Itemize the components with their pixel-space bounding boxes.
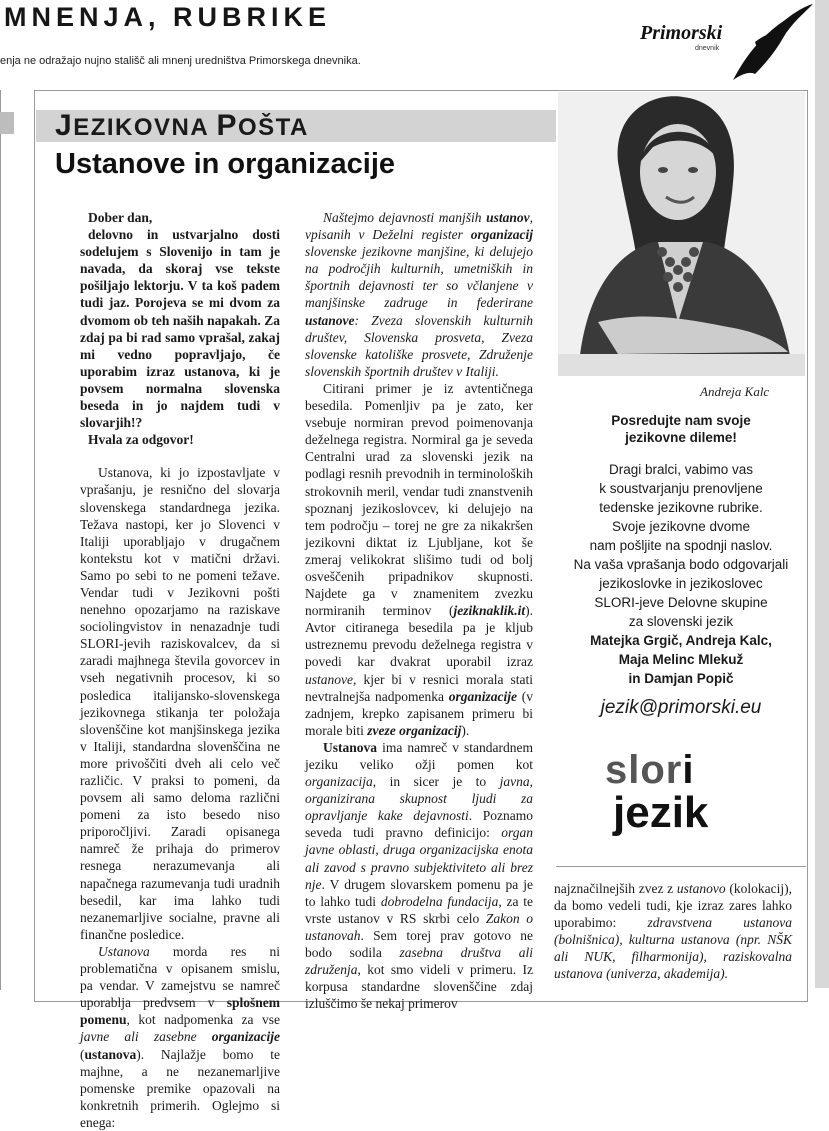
author-photo bbox=[558, 92, 805, 376]
info-title-line: Posredujte nam svoje bbox=[611, 413, 751, 428]
adjacent-column-band bbox=[0, 112, 14, 134]
answer-paragraph: Ustanova, ki jo izpostavljate v vprašanju, je resnično del slovarja slovenskega standardnega jezika. Težava nastopi, ker jo Slovenci v Italiji uporabljajo v drugačnem kontekstu kot v matični državi. Samo po sebi to ne pomeni težave. Vendar tudi v Jezikovni pošti nenehno opozarjamo na raziskave sociolingvistov in nenazadnje tudi SLORI-jevih raziskovalcev, da si zaradi majhnega števila govorcev in vseh negativnih procesov, ki so posledica italijansko-slovenskega jezikovnega stikanja ter položaja slovenščine kot manjšinskega jezika v Italiji, standardna slovenščina ne more privoščiti dveh ali celo več različic. V praksi to pomeni, da povsem ali samo deloma različni pomeni za isto besedo niso priporočljivi. Zaradi opisanega namreč že prihaja do primerov resnega nerazumevanja ali napačnega razumevanja tudi uradnih besedil, kar ima lahko tudi nezanemarljive socialne, pravne ali finančne posledice. bbox=[80, 465, 280, 942]
info-title bbox=[556, 412, 806, 446]
contact-email-link[interactable]: jezik@primorski.eu bbox=[600, 697, 762, 718]
info-title-line: jezikovne dileme! bbox=[625, 430, 737, 445]
question-body: delovno in ustvarjalno dosti sodelujem s Slovenijo in tam je navada, da skoraj vse tekste pošiljajo lektorju. V ta koš padem tudi jaz. Porojeva se mi dvom za dvomom ob teh naših napakah. Za zdaj pa bi rad samo vprašal, zakaj mi vedno popravljajo, če uporabim izraz ustanova, ki je povsem normalna slovenska beseda in jo najdem tudi v slovarjih!? bbox=[80, 227, 280, 431]
rubric-word-1: EZIKOVNA bbox=[73, 114, 209, 141]
section-title: MNENJA, RUBRIKE bbox=[4, 2, 332, 32]
disclaimer-text: enja ne odražajo nujno stališč ali mnenj uredništva Primorskega dnevnika. bbox=[0, 55, 361, 67]
article-column-1 bbox=[80, 209, 280, 1131]
example-quote: Naštejmo dejavnosti manjših ustanov, vpisanih v Deželni register organizacij slovenske jezikovne manjšine, ki delujejo na področjih kulturnih, umetniških in športnih dejavnosti ter so včlanjene v manjšinske zadruge in federirane ustanove: Zveza slovenskih kulturnih društev, Slovenska prosveta, Zveza slovenske katoliške prosvete, Združenje slovenskih športnih društev v Italiji. bbox=[305, 210, 533, 379]
article-column-2 bbox=[305, 209, 533, 1012]
answer-paragraph: najznačilnejših zvez z ustanovo (kolokacij), da bomo vedeli tudi, kje izraz zares lahko uporabimo: zdravstvena ustanova (bolnišnica), kulturna ustanova (npr. NŠK ali NUK, filharmonija), raziskovalna ustanova (univerza, akademija). bbox=[554, 881, 792, 982]
rubric-initial: J bbox=[55, 109, 74, 142]
article-headline: Ustanove in organizacije bbox=[55, 148, 396, 180]
answer-paragraph: Ustanova ima namreč v standardnem jeziku veliko ožji pomen kot organizacija, in sicer je to javna, organizirana skupnost ljudi za opravljanje kake dejavnosti. Poznamo seveda tudi pravno definicijo: organ javne oblasti, druga organizacijska enota ali zavod s pravno subjektiviteto ali brez nje. V drugem slovarskem pomenu pa je to lahko tudi dobrodelna fundacija, za te vrste ustanov v RS skrbi celo Zakon o ustanovah. Sem torej prav gotovo ne bodo sodila zasebna društva ali združenja, kot smo videli v primeru. Iz korpusa standardne slovenščine zdaj izluščimo še nekaj primerov bbox=[305, 739, 533, 1012]
submission-info-box bbox=[556, 412, 806, 688]
rubric-initial-2: P bbox=[216, 109, 238, 142]
info-author-names: Matejka Grgič, Andreja Kalc, Maja Melinc Mlekuž in Damjan Popič bbox=[590, 633, 772, 686]
photo-caption: Andreja Kalc bbox=[700, 384, 770, 399]
logo-name: Primorski bbox=[640, 22, 723, 44]
slori-jezik-logo bbox=[605, 748, 735, 848]
jezik-wordmark: jezik bbox=[613, 788, 709, 837]
page-edge-shadow bbox=[815, 0, 829, 988]
slori-wordmark: slori bbox=[605, 748, 695, 792]
sidebar-divider bbox=[556, 866, 806, 867]
answer-paragraph: Citirani primer je iz avtentičnega besedila. Pomenljiv pa je zato, ker vsebuje normiran prevod poimenovanja deželnega registra. Normiral ga je seveda Centralni urad za slovenski jezik na podlagi resnih prevodnih in terminoloških strokovnih meril, vendar tudi znanstvenih spoznanj jezikoslovcev, ki delujejo na tem področju – torej ne gre za nikakršen jezikovni diktat iz Ljubljane, kot še zmeraj velikokrat slišimo tudi od bolj osveščenih pripadnikov skupnosti. Najdete ga v znamenitem zvezku normiranih terminov (jeziknaklik.it). Avtor citiranega besedila pa je kljub ustreznemu prevodu deželnega registra v povedi kar dvakrat uporabil izraz ustanove, kjer bi v resnici morala stati nevtralnejša nadpomenka organizacije (v zadnjem, krepko zapisanem primeru bi morale biti zveze organizacij). bbox=[305, 380, 533, 738]
author-portrait-image bbox=[558, 92, 805, 376]
reader-question bbox=[80, 209, 280, 448]
answer-paragraph: Ustanova morda res ni problematična v opisanem smislu, pa vendar. V zamejstvu se namreč uporablja predvsem v splošnem pomenu, kot nadpomenka za vse javne ali zasebne organizacije (ustanova). Najlažje bomo te majhne, a ne nezanemarljive pomenske premike opazovali na konkretnih primerih. Oglejmo si enega: bbox=[80, 943, 280, 1130]
article-column-3 bbox=[554, 880, 792, 983]
question-greeting: Dober dan, bbox=[88, 210, 153, 225]
info-body: Dragi bralci, vabimo vas k soustvarjanju prenovljene tedenske jezikovne rubrike. Svoje jezikovne dvome nam pošljite na spodnji naslov. Na vaša vprašanja bodo odgovarjali jezikoslovke in jezikoslovec SLORI-jeve Delovne skupine za slovenski jezik bbox=[573, 462, 789, 629]
rubric-title bbox=[55, 109, 309, 143]
primorski-logo bbox=[640, 22, 815, 82]
column-rule bbox=[0, 90, 1, 990]
question-thanks: Hvala za odgovor! bbox=[88, 432, 194, 448]
seagull-icon bbox=[725, 2, 815, 82]
rubric-word-2: OŠTA bbox=[238, 114, 309, 141]
logo-sub: dnevnik bbox=[695, 45, 720, 52]
